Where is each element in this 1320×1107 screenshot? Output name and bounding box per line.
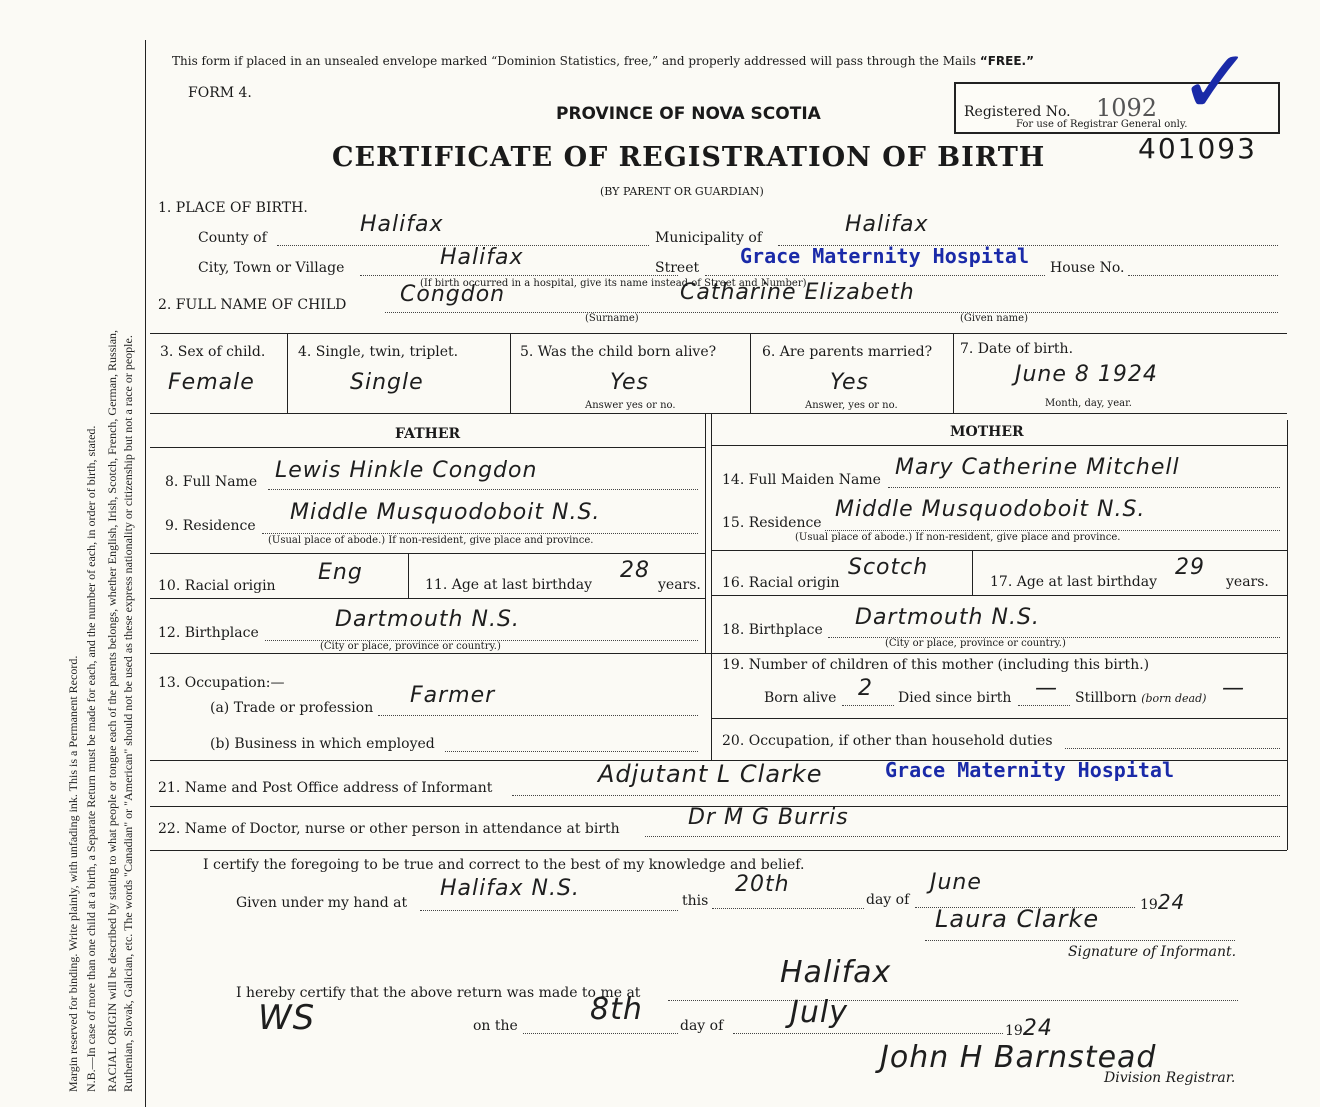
died-value: — <box>1035 676 1058 701</box>
mother-racial-label: 16. Racial origin <box>722 575 840 591</box>
registrar-day-of: day of <box>680 1018 724 1034</box>
mother-name-label: 14. Full Maiden Name <box>722 472 881 488</box>
dob-label: 7. Date of birth. <box>960 341 1074 357</box>
business-label: (b) Business in which employed <box>210 736 435 752</box>
check-mark-icon: ✓ <box>1178 30 1254 135</box>
father-racial-value: Eng <box>318 560 363 585</box>
father-age-value: 28 <box>620 558 650 583</box>
father-birthplace-label: 12. Birthplace <box>158 625 259 641</box>
left-border <box>145 40 146 1107</box>
informant-value: Adjutant L Clarke <box>598 760 823 788</box>
father-birthplace-note: (City or place, province or country.) <box>320 641 501 652</box>
county-label: County of <box>198 230 267 246</box>
died-label: Died since birth <box>898 690 1012 706</box>
margin-note-4: Ruthenian, Slovak, Galician, etc. The words "Canadian" or "American" should not be used as these express nationality or citizenship but not a race or people. <box>121 335 135 1092</box>
mother-name-value: Mary Catherine Mitchell <box>895 455 1180 480</box>
city-label: City, Town or Village <box>198 260 345 276</box>
registrar-statement: I hereby certify that the above return was made to me at <box>236 985 641 1001</box>
father-residence-note: (Usual place of abode.) If non-resident, give place and province. <box>268 535 594 546</box>
certify-statement: I certify the foregoing to be true and correct to the best of my knowledge and belief. <box>203 857 805 873</box>
municipality-label: Municipality of <box>655 230 763 246</box>
registrar-note: For use of Registrar General only. <box>1016 119 1188 130</box>
alive-note: Answer yes or no. <box>585 400 676 411</box>
stillborn-value: — <box>1222 676 1245 701</box>
registrar-month-value: July <box>790 995 848 1030</box>
father-name-label: 8. Full Name <box>165 474 258 490</box>
certify-year: 1924 <box>1140 890 1186 914</box>
alive-value: Yes <box>610 370 650 395</box>
mail-notice: This form if placed in an unsealed envelope marked “Dominion Statistics, free,” and properly addressed will pass through the Mails “FREE.” <box>172 54 1034 68</box>
informant-stamp: Grace Maternity Hospital <box>885 758 1174 782</box>
mother-heading: MOTHER <box>950 424 1024 440</box>
margin-note-1: Margin reserved for binding. Write plainly, with unfading ink. This is a Permanent Record. <box>66 655 80 1092</box>
registrar-year: 1924 <box>1005 1016 1053 1041</box>
registrar-day-value: 8th <box>590 992 643 1027</box>
this-label: this <box>682 893 709 909</box>
father-age-years: years. <box>658 577 701 593</box>
alive-label: 5. Was the child born alive? <box>520 344 717 360</box>
certificate-subtitle: (BY PARENT OR GUARDIAN) <box>600 185 764 198</box>
father-heading: FATHER <box>395 426 461 442</box>
married-note: Answer, yes or no. <box>805 400 898 411</box>
registered-label: Registered No. <box>964 104 1071 120</box>
mother-birthplace-value: Dartmouth N.S. <box>855 605 1040 630</box>
margin-note-2: N.B.—In case of more than one child at a birth, a Separate Return must be made for each, and the number of each, in order of birth, stated. <box>84 425 98 1092</box>
city-value: Halifax <box>440 245 524 270</box>
margin-note-3: RACIAL ORIGIN will be described by stating to what people or tongue each of the parents belongs, whether English, Irish, Scotch, French, German, Russian, <box>105 329 119 1092</box>
registrar-on-the: on the <box>473 1018 518 1034</box>
father-residence-label: 9. Residence <box>165 518 256 534</box>
mother-residence-note: (Usual place of abode.) If non-resident, give place and province. <box>795 532 1121 543</box>
right-border <box>1287 420 1288 850</box>
street-label: Street <box>655 260 700 276</box>
registrar-initials: WS <box>258 998 316 1038</box>
registered-number: 1092 <box>1096 94 1158 122</box>
surname-note: (Surname) <box>585 313 639 324</box>
county-value: Halifax <box>360 212 444 237</box>
born-alive-label: Born alive <box>764 690 837 706</box>
certificate-title: CERTIFICATE OF REGISTRATION OF BIRTH <box>332 142 1046 173</box>
sex-label: 3. Sex of child. <box>160 344 266 360</box>
informant-signature: Laura Clarke <box>935 905 1100 933</box>
informant-label: 21. Name and Post Office address of Informant <box>158 780 493 796</box>
children-label: 19. Number of children of this mother (including this birth.) <box>722 657 1150 673</box>
province-heading: PROVINCE OF NOVA SCOTIA <box>556 104 821 124</box>
certify-day-label: day of <box>866 892 910 908</box>
informant-signature-label: Signature of Informant. <box>1068 944 1237 960</box>
certify-day-value: 20th <box>735 872 790 897</box>
mother-residence-label: 15. Residence <box>722 515 822 531</box>
mother-birthplace-note: (City or place, province or country.) <box>885 638 1066 649</box>
child-surname-value: Congdon <box>400 282 506 307</box>
hospital-note: (If birth occurred in a hospital, give its name instead of Street and Number) <box>420 278 807 289</box>
municipality-value: Halifax <box>845 212 929 237</box>
file-number: 401093 <box>1138 132 1257 165</box>
father-residence-value: Middle Musquodoboit N.S. <box>290 500 601 525</box>
mother-age-label: 17. Age at last birthday <box>990 574 1158 590</box>
form-number: FORM 4. <box>188 85 252 101</box>
stillborn-label: Stillborn (born dead) <box>1075 690 1207 706</box>
dob-value: June 8 1924 <box>1015 362 1158 387</box>
father-occupation-label: 13. Occupation:— <box>158 675 285 691</box>
sex-value: Female <box>168 370 255 395</box>
place-heading: 1. PLACE OF BIRTH. <box>158 200 308 216</box>
mother-racial-value: Scotch <box>848 555 929 580</box>
doctor-label: 22. Name of Doctor, nurse or other person in attendance at birth <box>158 821 620 837</box>
certify-month-value: June <box>930 870 982 895</box>
given-place-value: Halifax N.S. <box>440 876 580 901</box>
registrar-signature: John H Barnstead <box>880 1040 1157 1075</box>
house-label: House No. <box>1050 260 1125 276</box>
mother-residence-value: Middle Musquodoboit N.S. <box>835 497 1146 522</box>
father-age-label: 11. Age at last birthday <box>425 577 593 593</box>
plurality-label: 4. Single, twin, triplet. <box>298 344 459 360</box>
dob-note: Month, day, year. <box>1045 398 1132 409</box>
plurality-value: Single <box>350 370 424 395</box>
married-label: 6. Are parents married? <box>762 344 933 360</box>
given-note: (Given name) <box>960 313 1028 324</box>
trade-value: Farmer <box>410 683 496 708</box>
married-value: Yes <box>830 370 870 395</box>
given-label: Given under my hand at <box>236 895 408 911</box>
mother-birthplace-label: 18. Birthplace <box>722 622 823 638</box>
father-birthplace-value: Dartmouth N.S. <box>335 607 520 632</box>
mother-age-value: 29 <box>1175 555 1205 580</box>
registrar-signature-label: Division Registrar. <box>1104 1070 1236 1086</box>
doctor-value: Dr M G Burris <box>688 805 849 830</box>
registrar-place-value: Halifax <box>780 955 892 990</box>
street-value-stamp: Grace Maternity Hospital <box>740 244 1029 268</box>
child-given-value: Catharine Elizabeth <box>680 280 915 305</box>
father-name-value: Lewis Hinkle Congdon <box>275 458 538 483</box>
trade-label: (a) Trade or profession <box>210 700 374 716</box>
mother-occupation-label: 20. Occupation, if other than household duties <box>722 733 1053 749</box>
father-racial-label: 10. Racial origin <box>158 578 276 594</box>
mother-age-years: years. <box>1226 574 1269 590</box>
born-alive-value: 2 <box>858 676 873 701</box>
child-name-label: 2. FULL NAME OF CHILD <box>158 297 347 313</box>
